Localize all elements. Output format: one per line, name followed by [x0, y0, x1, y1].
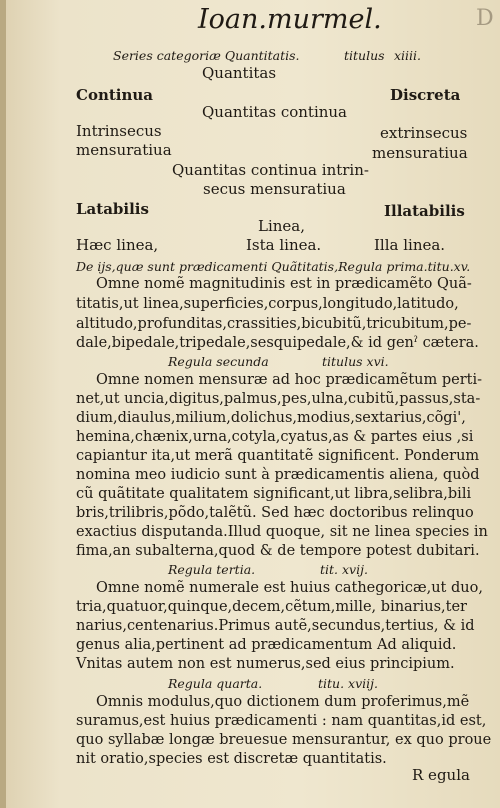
- text-line: dium,diaulus,milium,dolichus,modius,sextarius,cõgi',: [76, 410, 466, 426]
- text-line: nomina meo iudicio sunt à prædicamentis aliena, quòd: [76, 467, 480, 483]
- tree-ista-linea: Ista linea.: [246, 236, 322, 254]
- tree-linea: Linea,: [258, 217, 306, 235]
- tree-qci-line2: secus mensuratiua: [203, 180, 346, 198]
- tree-quantitas-continua: Quantitas continua: [202, 103, 348, 121]
- tree-illa-linea: Illa linea.: [374, 236, 446, 254]
- tree-qci-line1: Quantitas continua intrin-: [172, 161, 369, 179]
- text-line: exactius disputanda.Illud quoque, sit ne linea species in: [76, 524, 488, 540]
- rule-4-titulus: titu. xviij.: [318, 676, 378, 691]
- text-line: quo syllabæ longæ breuesue mensurantur, ex quo proue: [76, 732, 492, 748]
- tree-extrinsecus: extrinsecus: [380, 124, 468, 142]
- rule-4-heading: Regula quarta.: [168, 676, 263, 691]
- tree-intrinsecus: Intrinsecus: [76, 122, 162, 140]
- page-gutter-shadow: [0, 0, 6, 808]
- tree-haec-linea: Hæc linea,: [76, 236, 159, 254]
- text-line: dale,bipedale,tripedale,sesquipedale,& id genˀ cætera.: [76, 335, 479, 351]
- corner-mark: D: [476, 6, 494, 31]
- text-line: Omne nomen mensuræ ad hoc prædicamẽtum perti-: [96, 372, 483, 388]
- tree-continua: Continua: [76, 86, 154, 104]
- series-number: xiiii.: [394, 48, 422, 63]
- text-line: Omne nomẽ magnitudinis est in prædicamẽto Quã-: [96, 276, 472, 292]
- text-line: nit oratio,species est discretæ quantitatis.: [76, 751, 387, 767]
- text-line: genus alia,pertinent ad prædicamentum Ad aliquid.: [76, 637, 457, 653]
- text-line: narius,centenarius.Primus autẽ,secundus,tertius, & id: [76, 618, 475, 634]
- text-line: Vnitas autem non est numerus,sed eius principium.: [76, 656, 455, 672]
- catchword: R egula: [412, 766, 470, 784]
- tree-mensuratiua-right: mensuratiua: [372, 144, 468, 162]
- series-title: Series categoriæ Quantitatis.: [113, 48, 300, 63]
- text-line: titatis,ut linea,superficies,corpus,longitudo,latitudo,: [76, 296, 459, 312]
- text-line: altitudo,profunditas,crassities,bicubitũ,tricubitum,pe-: [76, 316, 472, 332]
- tree-latabilis: Latabilis: [76, 200, 149, 218]
- text-line: Omne nomẽ numerale est huius cathegoricæ,ut duo,: [96, 580, 483, 596]
- text-line: suramus,est huius prædicamenti : nam quantitas,id est,: [76, 713, 487, 729]
- tree-quantitas: Quantitas: [202, 64, 277, 82]
- tree-mensuratiua-left: mensuratiua: [76, 141, 172, 159]
- rule-2-titulus: titulus xvi.: [322, 354, 389, 369]
- text-line: net,ut uncia,digitus,palmus,pes,ulna,cubitũ,passus,sta-: [76, 391, 481, 407]
- text-line: hemina,chænix,urna,cotyla,cyatus,as & partes eius ,si: [76, 429, 474, 445]
- running-title: Ioan.murmel.: [198, 4, 382, 35]
- tree-discreta: Discreta: [390, 86, 461, 104]
- rule-3-titulus: tit. xvij.: [320, 562, 368, 577]
- tree-illatabilis: Illatabilis: [384, 202, 465, 220]
- text-line: tria,quatuor,quinque,decem,cẽtum,mille, binarius,ter: [76, 599, 467, 615]
- text-line: Omnis modulus,quo dictionem dum proferimus,mẽ: [96, 694, 470, 710]
- series-titulus: titulus: [344, 48, 385, 63]
- text-line: capiantur ita,ut merã quantitatẽ significent. Ponderum: [76, 448, 480, 464]
- text-line: cũ quãtitate qualitatem significant,ut libra,selibra,bili: [76, 486, 472, 502]
- text-line: bris,trilibris,põdo,talẽtũ. Sed hæc doctoribus relinquo: [76, 505, 474, 521]
- rule-3-heading: Regula tertia.: [168, 562, 256, 577]
- text-line: fima,an subalterna,quod & de tempore potest dubitari.: [76, 543, 480, 559]
- rule-2-heading: Regula secunda: [168, 354, 269, 369]
- rule-1-heading: De ijs,quæ sunt prædicamenti Quãtitatis,Regula prima.titu.xv.: [76, 259, 471, 274]
